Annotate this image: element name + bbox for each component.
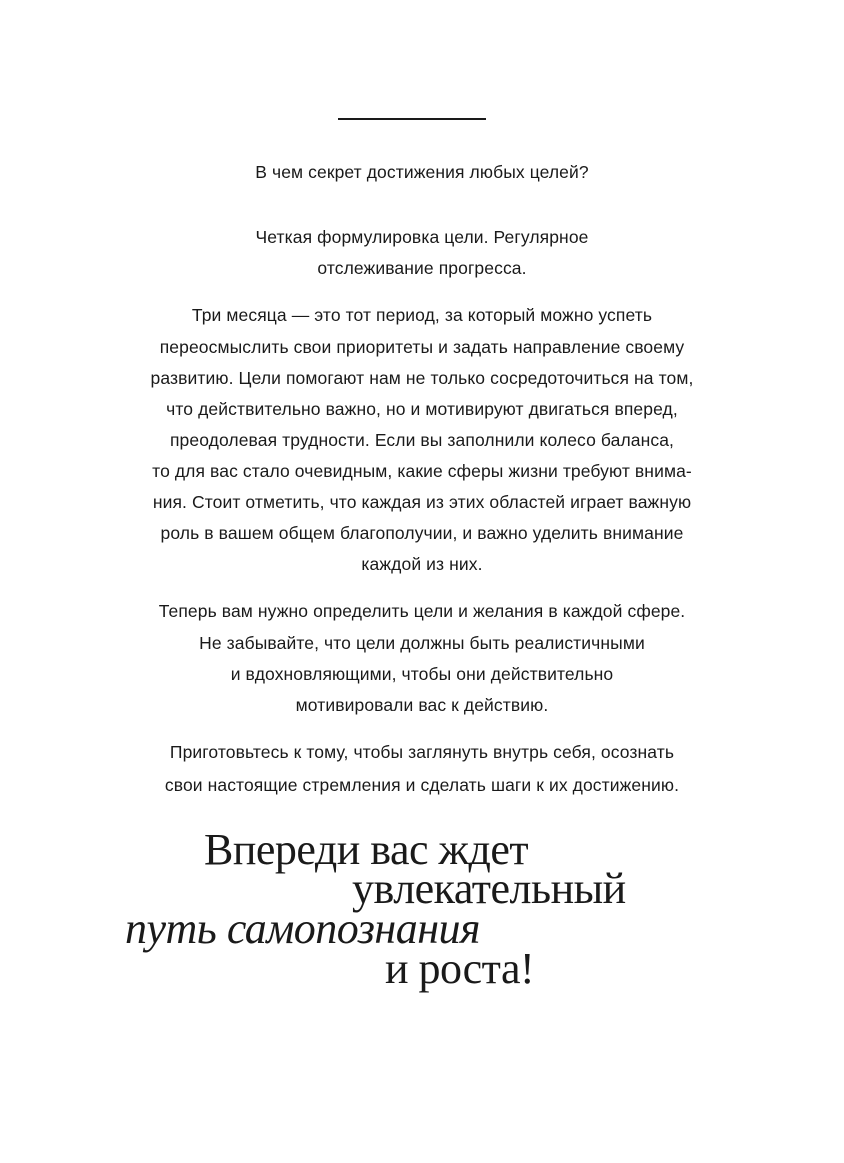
- paragraph1-line: каждой из них.: [361, 554, 483, 574]
- intro-answer-line: Четкая формулировка цели. Регулярное: [255, 227, 589, 247]
- paragraph2-line: и вдохновляющими, чтобы они действительно: [230, 664, 614, 684]
- decorative-divider: [338, 118, 486, 120]
- intro-answer-line: отслеживание прогресса.: [317, 258, 527, 278]
- paragraph3-line: свои настоящие стремления и сделать шаги к их достижению.: [164, 775, 680, 795]
- headline-line-1: Впереди вас ждет: [204, 825, 529, 874]
- paragraph1-line: переосмыслить свои приоритеты и задать направление своему: [159, 337, 685, 357]
- paragraph2-line: Не забывайте, что цели должны быть реалистичными: [199, 633, 645, 653]
- paragraph1-line: Три месяца — это тот период, за который можно успеть: [191, 305, 653, 325]
- paragraph1-line: что действительно важно, но и мотивируют двигаться вперед,: [166, 399, 678, 419]
- paragraph1-line: то для вас стало очевидным, какие сферы жизни требуют внима-: [152, 461, 692, 481]
- headline-line-4: и роста!: [385, 944, 535, 993]
- paragraph1-line: развитию. Цели помогают нам не только сосредоточиться на том,: [150, 368, 694, 388]
- headline-line-3: путь самопознания: [125, 904, 480, 953]
- headline-line-2: увлекательный: [352, 864, 626, 913]
- intro-question: В чем секрет достижения любых целей?: [255, 162, 589, 182]
- paragraph1-line: преодолевая трудности. Если вы заполнили колесо баланса,: [169, 430, 675, 450]
- paragraph2-line: мотивировали вас к действию.: [295, 695, 549, 715]
- paragraph1-line: ния. Стоит отметить, что каждая из этих областей играет важную: [152, 492, 692, 512]
- paragraph3-line: Приготовьтесь к тому, чтобы заглянуть внутрь себя, осознать: [169, 742, 675, 762]
- paragraph2-line: Теперь вам нужно определить цели и желания в каждой сфере.: [158, 601, 686, 621]
- paragraph1-line: роль в вашем общем благополучии, и важно уделить внимание: [160, 523, 684, 543]
